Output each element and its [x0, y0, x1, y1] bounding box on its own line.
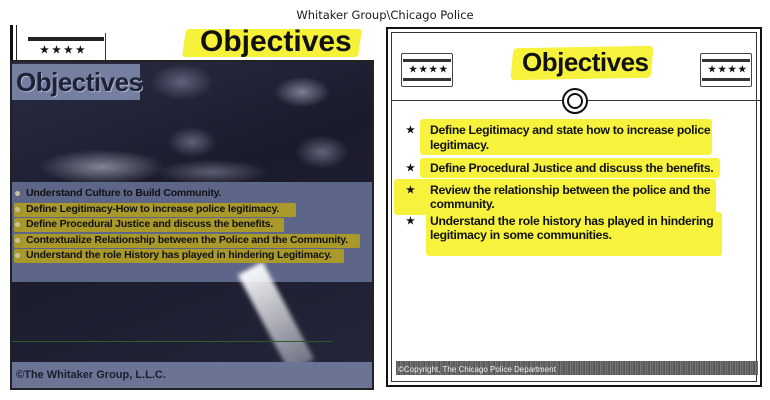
list-item [392, 214, 760, 243]
right-slide [386, 27, 762, 387]
bullet-text: Define Legitimacy and state how to increase police legitimacy. [430, 123, 711, 152]
chicago-flag-icon [401, 53, 453, 87]
bullet-text: Review the relationship between the police and the community. [430, 182, 711, 211]
bullet-icon [15, 191, 20, 196]
flag-stripe [702, 59, 750, 62]
list-item [14, 248, 348, 264]
flag-stars: ★★★★ [40, 45, 88, 56]
left-slide-header [10, 25, 372, 60]
list-item [392, 161, 760, 176]
bullet-text: Define Procedural Justice and discuss the benefits. [26, 218, 274, 230]
divider [16, 25, 17, 60]
copyright-footer: ©Copyright, The Chicago Police Department [398, 365, 556, 374]
list-item [14, 233, 348, 249]
left-title-area [178, 27, 368, 61]
bullet-icon [15, 253, 20, 258]
flag-stripe [403, 78, 451, 81]
bullet-icon [15, 238, 20, 243]
list-item [14, 217, 348, 233]
flag-stripe [702, 78, 750, 81]
copyright-footer: ©The Whitaker Group, L.L.C. [16, 369, 166, 381]
left-bullet-list [14, 186, 348, 264]
flag-stars: ★★★★ [409, 64, 450, 74]
list-item [392, 183, 760, 212]
subtitle-box [12, 64, 143, 100]
flag-stars: ★★★★ [708, 64, 749, 74]
bullet-text: Define Legitimacy-How to increase police legitimacy. [26, 202, 280, 215]
chicago-flag-icon [700, 53, 752, 87]
slide-title: Objectives [522, 47, 649, 77]
star-bullet-icon: ★ [406, 163, 415, 174]
bullet-icon [15, 207, 20, 212]
bullet-text: Understand Culture to Build Community. [26, 187, 222, 199]
bullet-text: Define Procedural Justice and discuss the benefits. [430, 161, 714, 175]
bullet-text: Contextualize Relationship between the Police and the Community. [26, 233, 348, 246]
star-bullet-icon: ★ [406, 125, 415, 136]
slide-inner-frame [391, 32, 757, 382]
list-item [14, 202, 348, 218]
list-item [392, 123, 760, 152]
star-bullet-icon: ★ [406, 215, 415, 227]
left-slide [10, 60, 374, 390]
page-title: Objectives [200, 25, 352, 58]
bullet-text: Understand the role History has played in hindering Legitimacy. [26, 249, 332, 261]
chicago-flag-icon [26, 33, 106, 60]
bullet-icon [15, 222, 20, 227]
list-item [14, 186, 348, 202]
slide-subtitle: Objectives [16, 67, 143, 97]
circle-ornament-icon [562, 88, 588, 114]
flag-stripe [28, 37, 104, 41]
right-bullet-list [392, 123, 760, 243]
page-header: Whitaker Group\Chicago Police [296, 8, 474, 22]
divider [10, 25, 13, 60]
star-bullet-icon: ★ [406, 184, 415, 196]
divider [12, 341, 332, 342]
bullet-text: Understand the role history has played in hindering legitimacy in some communities. [430, 213, 714, 242]
flag-stripe [403, 59, 451, 62]
